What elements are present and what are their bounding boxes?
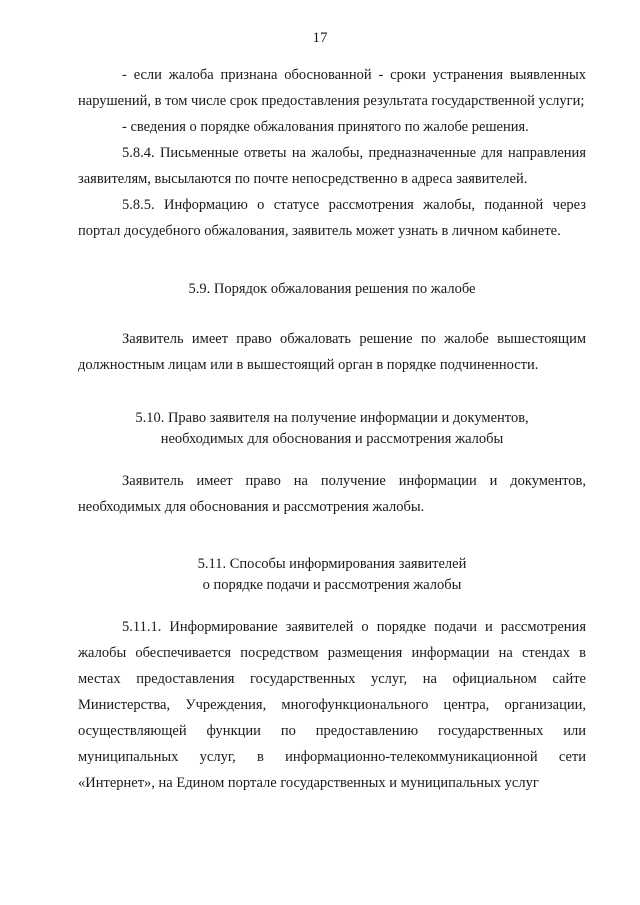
heading-5-10 <box>78 408 586 450</box>
document-body <box>78 62 586 796</box>
heading-5-11 <box>78 554 586 596</box>
paragraph-5-9-body: Заявитель имеет право обжаловать решение по жалобе вышестоящим должностным лицам или в вышестоящий орган в порядке подчиненности. <box>78 331 586 373</box>
paragraph-5-8-5: 5.8.5. Информацию о статусе рассмотрения жалобы, поданной через портал досудебного обжалования, заявитель может узнать в личном кабинете. <box>78 197 586 239</box>
heading-5-10-line2: необходимых для обоснования и рассмотрения жалобы <box>160 431 504 447</box>
paragraph-5-10-body: Заявитель имеет право на получение информации и документов, необходимых для обоснования и рассмотрения жалобы. <box>78 473 586 515</box>
heading-5-9: 5.9. Порядок обжалования решения по жалобе <box>188 281 476 297</box>
heading-5-10-line1: 5.10. Право заявителя на получение информации и документов, <box>135 410 529 426</box>
paragraph-5-8-4: 5.8.4. Письменные ответы на жалобы, предназначенные для направления заявителям, высылаются по почте непосредственно в адреса заявителей. <box>78 145 586 187</box>
paragraph-grounds-justified: - если жалоба признана обоснованной - сроки устранения выявленных нарушений, в том числе срок предоставления результата государственной услуги; <box>78 67 586 109</box>
heading-5-11-line2: о порядке подачи и рассмотрения жалобы <box>202 577 462 593</box>
heading-5-11-line1: 5.11. Способы информирования заявителей <box>197 556 467 572</box>
paragraph-appeal-info: - сведения о порядке обжалования принятого по жалобе решения. <box>122 119 529 135</box>
paragraph-5-11-1: 5.11.1. Информирование заявителей о порядке подачи и рассмотрения жалобы обеспечивается посредством размещения информации на стендах в местах предоставления государственных услуг, на официальном сайте Министерства, Учреждения, многофункционального центра, организации, осуществляющей функции по предоставлению государственных или муниципальных услуг, в информационно-телекоммуникационной сети «Интернет», на Едином портале государственных и муниципальных услуг <box>78 619 586 791</box>
page-number: 17 <box>312 30 328 46</box>
